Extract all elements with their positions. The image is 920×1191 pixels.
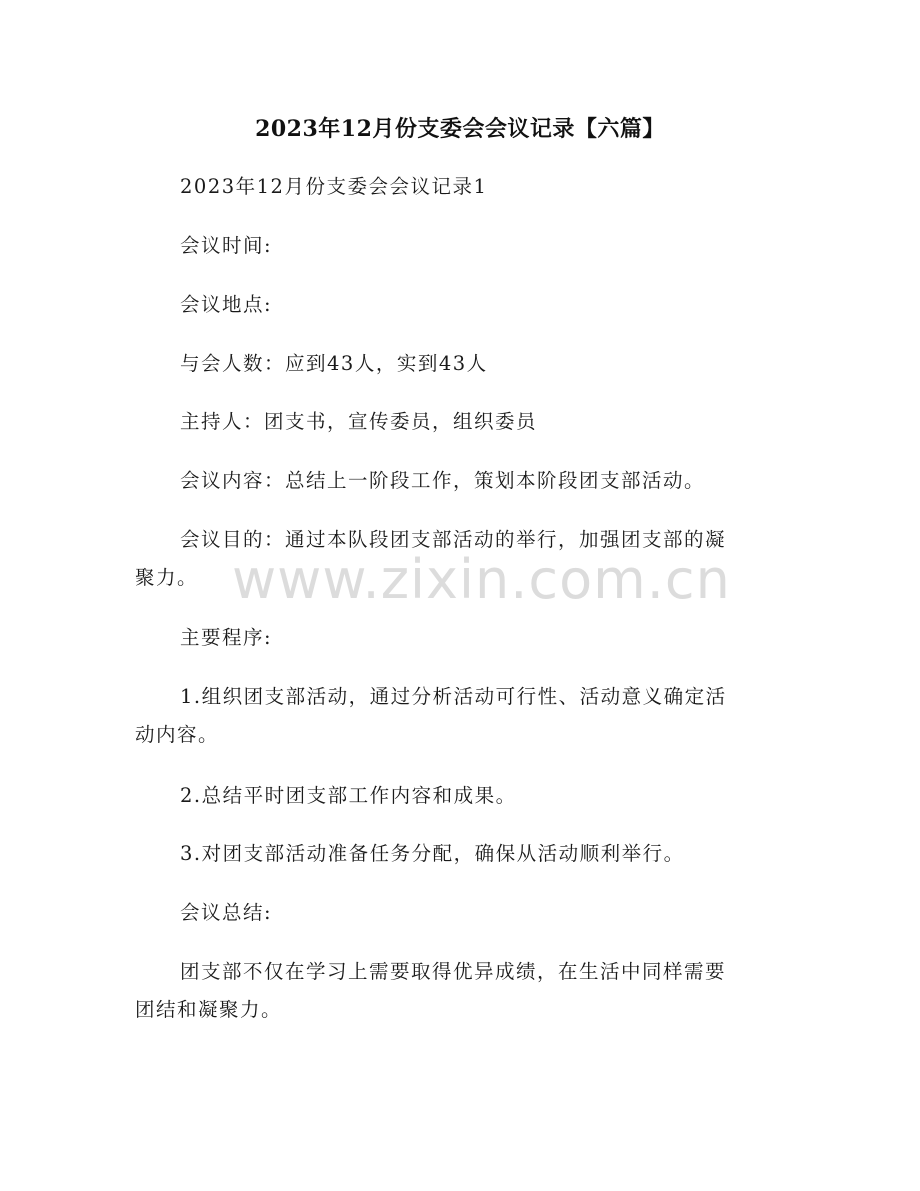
paragraph	[135, 953, 770, 1029]
paragraph-line: 主要程序:	[180, 626, 273, 649]
document-title: 2023年12月份支委会会议记录【六篇】	[255, 116, 665, 142]
paragraph	[180, 835, 770, 873]
paragraph	[180, 286, 770, 324]
paragraph	[180, 777, 770, 815]
paragraph-line: 会议目的：通过本队段团支部活动的举行，加强团支部的凝	[180, 528, 727, 551]
paragraph-line: 团支部不仅在学习上需要取得优异成绩，在生活中同样需要	[180, 960, 727, 983]
paragraph	[180, 894, 770, 932]
paragraph	[180, 619, 770, 657]
paragraph-line: 2023年12月份支委会会议记录1	[180, 175, 488, 198]
paragraph-line: 会议时间:	[180, 234, 273, 257]
paragraph-line: 会议地点:	[180, 293, 273, 316]
paragraph	[135, 521, 770, 597]
paragraph	[135, 678, 770, 754]
paragraph-line: 会议内容：总结上一阶段工作，策划本阶段团支部活动。	[180, 469, 706, 492]
paragraph	[180, 403, 770, 441]
paragraph	[180, 462, 770, 500]
paragraph-line: 与会人数：应到43人，实到43人	[180, 352, 488, 375]
paragraph-line: 主持人：团支书，宣传委员，组织委员	[180, 410, 538, 433]
paragraph-line-continued: 聚力。	[135, 566, 199, 589]
paragraph-line: 会议总结:	[180, 901, 273, 924]
paragraph-line: 1.组织团支部活动，通过分析活动可行性、活动意义确定活	[180, 685, 727, 708]
paragraph-line: 3.对团支部活动准备任务分配，确保从活动顺利举行。	[180, 842, 685, 865]
paragraph-line-continued: 团结和凝聚力。	[135, 998, 283, 1021]
paragraph-line-continued: 动内容。	[135, 723, 220, 746]
watermark: www.zixin.com.cn	[232, 548, 731, 611]
paragraph	[180, 168, 770, 206]
paragraph-line: 2.总结平时团支部工作内容和成果。	[180, 784, 517, 807]
paragraph	[180, 227, 770, 265]
paragraph	[180, 345, 770, 383]
